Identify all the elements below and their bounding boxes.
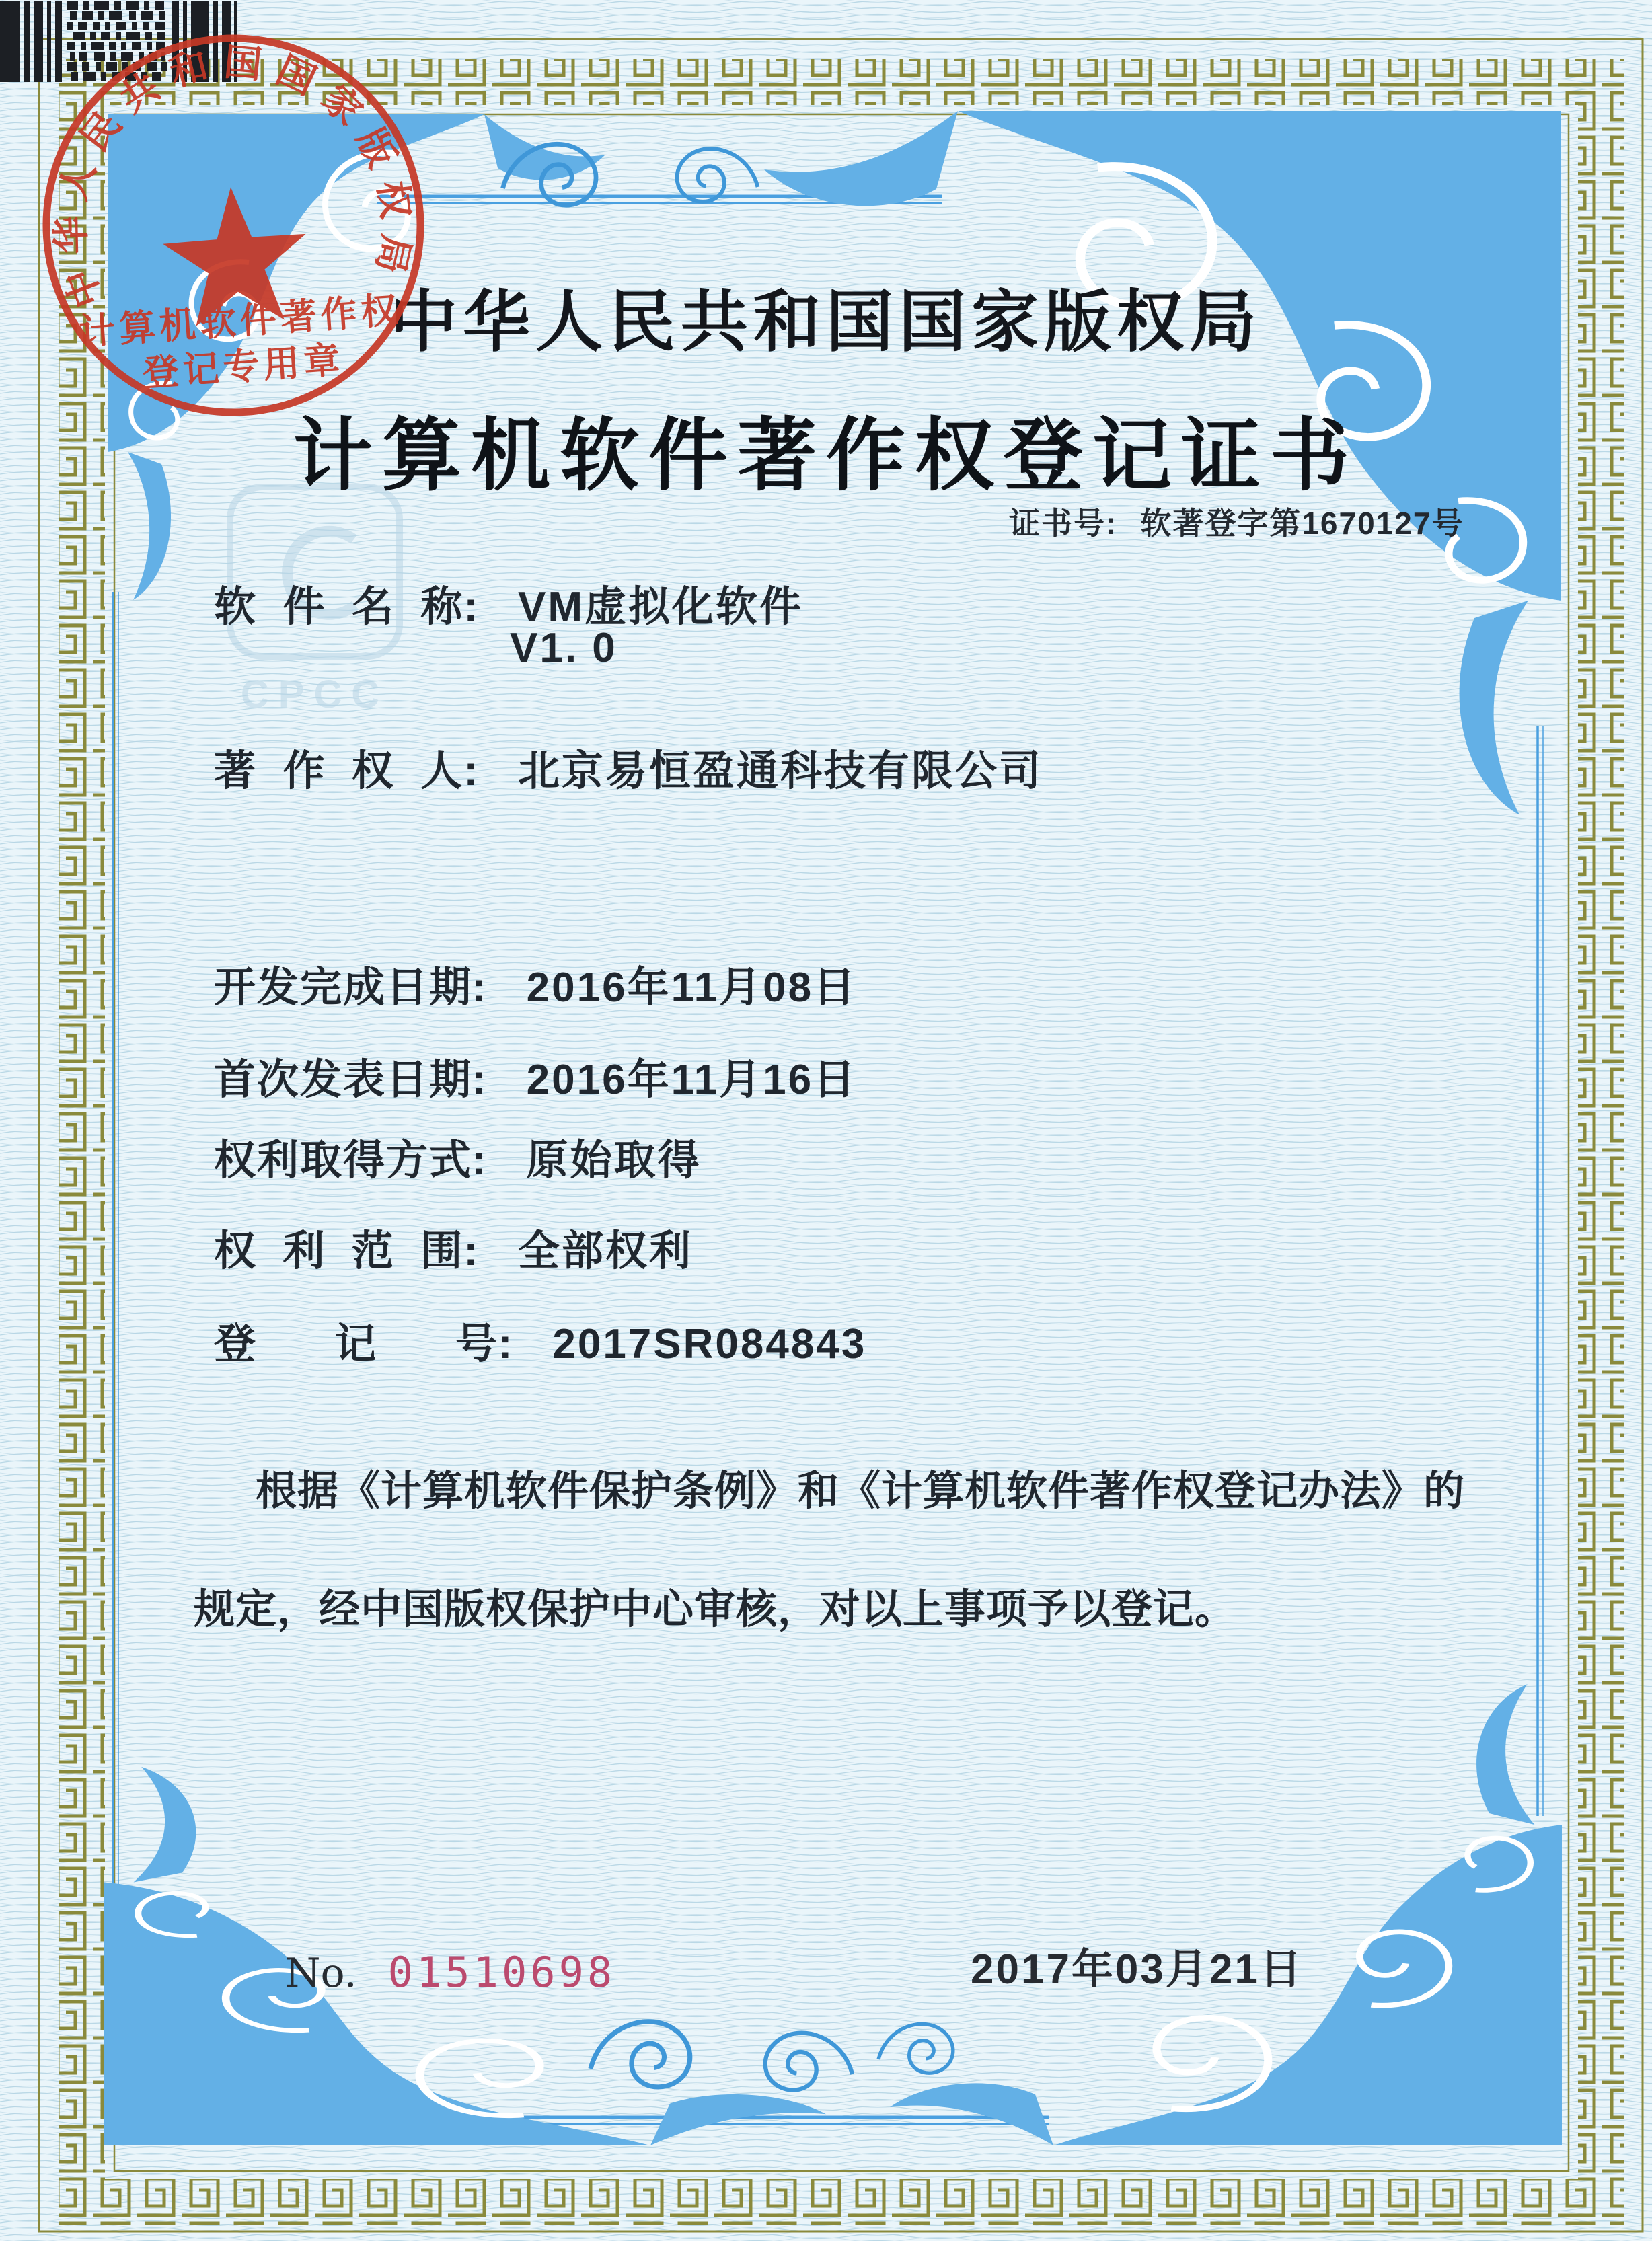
field-value: 原始取得: [526, 1137, 702, 1184]
certificate-number-value: 软著登字第1670127号: [1140, 506, 1464, 541]
field-label: 登 记 号:: [214, 1321, 514, 1367]
field-value: 2016年11月16日: [526, 1057, 858, 1103]
registration-statement: [194, 1431, 1472, 1668]
serial-number-line: [285, 1948, 615, 1997]
certificate-number-label: 证书号:: [1009, 506, 1118, 541]
field-label: 著 作 权 人:: [214, 748, 480, 794]
field-rights-acquisition: [214, 1127, 702, 1186]
certificate-number-line: [1009, 499, 1464, 543]
field-rights-scope: [214, 1217, 693, 1277]
serial-label: No.: [285, 1950, 357, 1997]
field-dev-complete-date: [214, 954, 857, 1014]
statement-line-2: 规定，经中国版权保护中心审核，对以上事项予以登记。: [194, 1586, 1237, 1632]
official-seal: [0, 0, 471, 457]
field-label: 软 件 名 称:: [214, 584, 480, 630]
field-label: 权 利 范 围:: [214, 1228, 480, 1275]
field-value: 2016年11月08日: [526, 964, 858, 1011]
seal-inner-line-1: 计算机软件著作权: [77, 289, 403, 353]
field-label: 权利取得方式:: [214, 1137, 488, 1184]
serial-value: 01510698: [387, 1948, 616, 1997]
field-label: 首次发表日期:: [214, 1057, 488, 1103]
field-registration-number: [214, 1310, 866, 1370]
field-copyright-owner: [214, 737, 1043, 797]
field-value: VM虚拟化软件: [518, 584, 804, 630]
field-value: 全部权利: [518, 1228, 693, 1275]
issuing-authority-title: 中华人民共和国国家版权局: [390, 285, 1262, 360]
watermark-text: CPCC: [240, 673, 389, 716]
statement-line-1: 根据《计算机软件保护条例》和《计算机软件著作权登记办法》的: [256, 1468, 1466, 1513]
issue-date: 2017年03月21日: [971, 1946, 1304, 1993]
field-software-name: [214, 573, 803, 633]
field-first-publish-date: [214, 1046, 857, 1106]
field-label: 开发完成日期:: [214, 964, 488, 1011]
corner-flourish-bottom-right: [890, 1684, 1562, 2145]
seal-inner-line-2: 登记专用章: [141, 340, 346, 394]
field-value: 北京易恒盈通科技有限公司: [518, 748, 1043, 794]
certificate-title: 计算机软件著作权登记证书: [293, 412, 1359, 500]
seal-ring-text: 中华人民共和国国家版权局: [49, 40, 419, 313]
field-value: 2017SR084843: [552, 1321, 867, 1367]
field-software-version: V1. 0: [510, 625, 617, 671]
